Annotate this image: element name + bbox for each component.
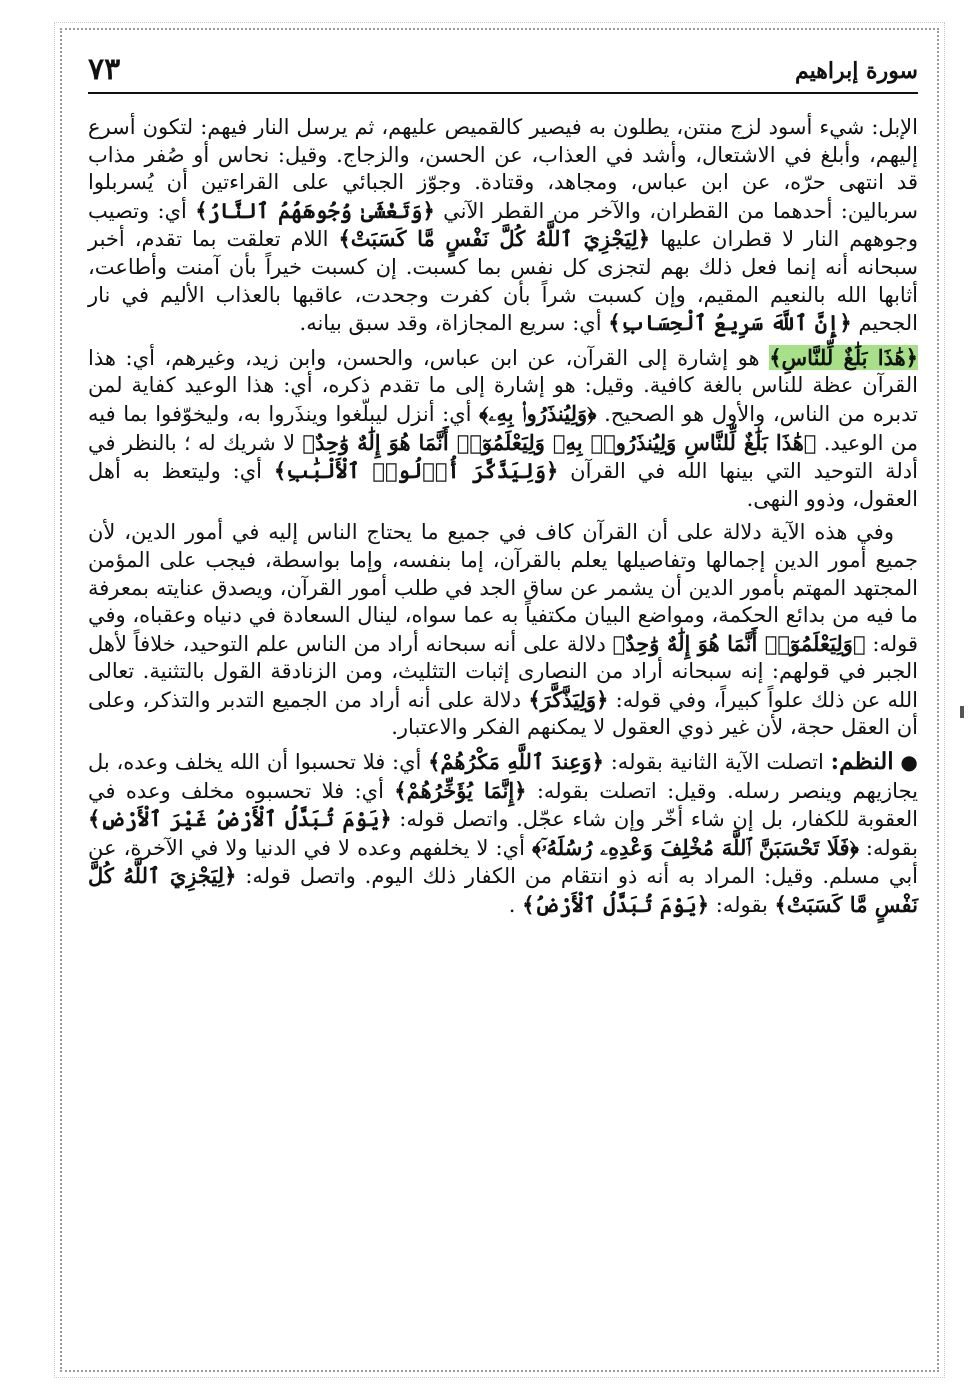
paragraph-4 (88, 748, 918, 920)
text-segment: اتصلت الآية الثانية بقوله: (603, 750, 824, 775)
quran-verse: ﴿يَوْمَ تُبَدَّلُ ٱلْأَرْضُ﴾ (522, 892, 710, 918)
surah-title: سورة إبراهيم (795, 58, 918, 84)
text-segment: دلالة على أنه سبحانه أراد من الناس علم التوحيد، خلافاً لأهل الجبر في قولهم: إنه سبحانه أراد من النصارى إثبات التثليث، ومن الزنادقة القول بالتثنية. تعالى الله عن ذلك علواً كبيراً، وفي قوله: (88, 631, 918, 712)
page-number: ٧٣ (88, 52, 121, 87)
page-body (88, 114, 918, 926)
text-segment: أي: فلا تحسبوا أن الله يخلف وعده، بل يجازيهم وينصر رسله. وقيل: اتصلت بقوله: (88, 750, 918, 803)
text-segment: . (508, 893, 516, 918)
page-header (88, 52, 918, 94)
text-segment: أي: فلا تحسبوه مخلف وعده في العقوبة للكفار، بل إن شاء أخّر وإن شاء عجّل. واتصل قوله: (88, 778, 918, 832)
quran-verse: ﴿لِيَجْزِيَ ٱللَّهُ كُلَّ نَفْسٍ مَّا كَسَبَتْ﴾ (88, 863, 918, 918)
text-segment: هو إشارة إلى القرآن، عن ابن عباس، والحسن، وابن زيد، وغيرهم، أي: هذا القرآن عظة للناس بالغة كافية. وقيل: هو إشارة إلى ما تقدم ذكره، أي: هذا الوعيد كفاية لمن تدبره من الناس، والأول هو الصحيح. (88, 345, 919, 426)
text-segment: وفي هذه الآية دلالة على أن القرآن كاف في جميع ما يحتاج الناس إليه في أمور الدين، لأن جميع أمور الدين إجمالها وتفاصيلها يعلم بالقرآن، إما بنفسه، وإما بواسطة، فيجب على المؤمن المجتهد المهتم بأمور الدين أن يشمر عن ساق الجد في طلب أمور القرآن، ويصدق عنايته بمعرفة ما فيه من بدائع الحكمة، ومواضع البيان مكتفياً به عما سواه، لينال السعادة في دنياه وعقباه، وفي قوله: (88, 520, 918, 656)
text-segment: أي: وتصيب وجوههم النار لا قطران عليها (88, 198, 919, 252)
quran-verse: ﴿فَلَا تَحْسَبَنَّ ٱللَّهَ مُخْلِفَ وَعْدِهِۦ رُسُلَهُۥٓ﴾ (531, 834, 859, 860)
text-segment: اللام تعلقت بما تقدم، أخبر سبحانه أنه إنما فعل ذلك بهم لتجزى كل نفس بما كسبت. إن كسبت خيراً بأن آمنت وأطاعت، أثابها الله بالنعيم المقيم، وإن كسبت شراً بأن كفرت وجحدت، عاقبها بالعذاب الأليم في نار الجحيم (88, 227, 918, 336)
text-segment: الإبل: شيء أسود لزج منتن، يطلون به فيصير كالقميص عليهم، ثم يرسل النار فيهم: لتكون أسرع إليهم، وأبلغ في الاشتعال، وأشد في العذاب، عن الحسن، والزجاج. وقيل: نحاس أو صُفر مذاب قد انتهى حرّه، عن ابن عباس، ومجاهد، وقتادة. وجوّز الجبائي على القراءتين أن يُسربلوا سربالين: أحدهما من القطران، والآخر من القطر الآني (88, 115, 918, 223)
paragraph-2 (88, 344, 918, 514)
text-segment: بقوله: (858, 835, 918, 860)
quran-verse: ﴿إِنَّمَا يُؤَخِّرُهُمْ﴾ (394, 777, 527, 803)
bullet-icon: ● (900, 750, 918, 775)
paragraph-1 (88, 114, 918, 338)
quran-verse: ﴿وَلِيَعْلَمُوٓا۟ أَنَّمَا هُوَ إِلَٰهٌ وَٰحِدٌ﴾ (612, 630, 866, 656)
quran-verse: ﴿وَعِندَ ٱللَّهِ مَكْرُهُمْ﴾ (428, 749, 604, 775)
quran-verse: ﴿إِنَّ ٱللَّهَ سَرِيعُ ٱلْحِسَابِ﴾ (608, 310, 852, 336)
quran-verse: ﴿يَوْمَ تُبَدَّلُ ٱلْأَرْضُ غَيْرَ ٱلْأَرْضِ﴾ (88, 806, 392, 832)
quran-verse: ﴿لِيَجْزِيَ ٱللَّهُ كُلَّ نَفْسٍ مَّا كَسَبَتْ﴾ (338, 226, 651, 252)
margin-mark (960, 706, 964, 718)
quran-verse: ﴿هَٰذَا بَلَٰغٌ لِّلنَّاسِ وَلِيُنذَرُوا۟ بِهِۦ وَلِيَعْلَمُوٓا۟ أَنَّمَا هُوَ إِلَٰهٌ وَٰحِدٌ﴾ (302, 429, 817, 455)
text-segment: أي: سريع المجازاة، وقد سبق بيانه. (299, 311, 602, 336)
quran-verse: ﴿وَلِيَذَّكَّرَ﴾ (528, 686, 609, 712)
text-segment: أي: لا يخلفهم وعده لا في الدنيا ولا في الآخرة، عن أبي مسلم. وقيل: المراد به أنه ذو انتقام من الكفار ذلك اليوم. واتصل قوله: (88, 835, 919, 889)
text-segment: لا شريك له ؛ بالنظر في أدلة التوحيد التي بينها الله في القرآن (88, 430, 918, 484)
text-segment: أي: وليتعظ به أهل العقول، وذوو النهى. (88, 459, 918, 511)
highlighted-verse: ﴿هَٰذَا بَلَٰغٌ لِّلنَّاسِ﴾ (769, 344, 918, 370)
quran-verse: ﴿وَلِيَذَّكَّرَ أُو۟لُوا۟ ٱلْأَلْبَٰبِ﴾ (273, 458, 559, 484)
quran-verse: ﴿وَتَغْشَىٰ وُجُوهَهُمُ ٱلنَّارُ﴾ (195, 197, 435, 223)
text-segment: بقوله: (709, 893, 768, 918)
quran-verse: ﴿وَلِيُنذَرُوا۟ بِهِۦ﴾ (479, 400, 597, 426)
text-segment: دلالة على أنه أراد من الجميع التدبر والتذكر، وعلى أن العقل حجة، لأن غير ذوي العقول لا يمكنهم الفكر والاعتبار. (88, 687, 918, 740)
text-segment: أي: أنزل ليبلّغوا وينذَروا به، وليخوّفوا بما فيه من الوعيد. (88, 401, 918, 455)
section-label: النظم: (830, 748, 894, 776)
paragraph-3 (88, 519, 918, 742)
